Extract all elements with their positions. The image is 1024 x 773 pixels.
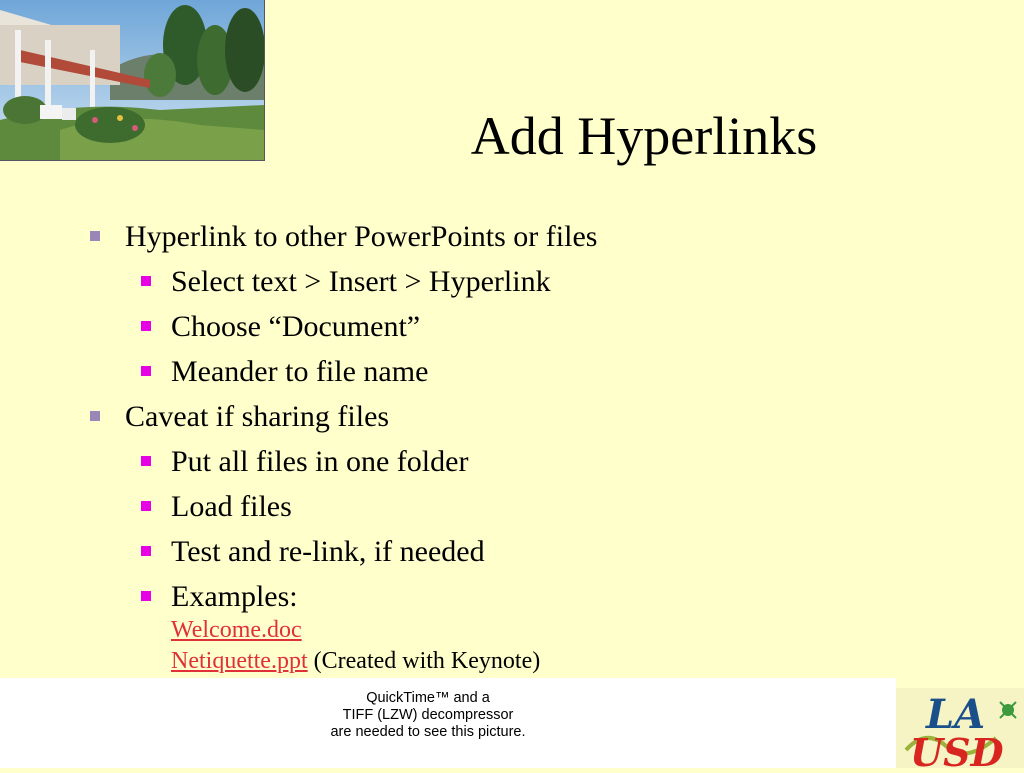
placeholder-line: are needed to see this picture. (330, 724, 526, 740)
logo-lettering: USD (910, 730, 1004, 768)
square-bullet-icon (141, 321, 151, 331)
bullet-text: Put all files in one folder (171, 445, 469, 478)
lausd-logo (896, 688, 1024, 768)
bullet-text: Hyperlink to other PowerPoints or files (125, 220, 598, 253)
square-bullet-icon (141, 591, 151, 601)
logo-lettering: LA (926, 691, 986, 738)
bullet-text: Caveat if sharing files (125, 400, 390, 433)
example-line (171, 646, 540, 677)
sub-bullet-item (171, 262, 551, 302)
placeholder-line: QuickTime™ and a (366, 690, 490, 706)
netiquette-ppt-link[interactable]: Netiquette.ppt (171, 648, 308, 674)
bullet-text: Select text > Insert > Hyperlink (171, 265, 551, 298)
sub-bullet-item (171, 577, 298, 617)
square-bullet-icon (141, 501, 151, 511)
placeholder-line: TIFF (LZW) decompressor (342, 707, 514, 723)
square-bullet-icon (141, 366, 151, 376)
sub-bullet-item (171, 532, 485, 572)
lausd-logo-icon (896, 688, 1024, 768)
placeholder-message (300, 690, 556, 741)
sub-bullet-item (171, 487, 292, 527)
square-bullet-icon (141, 546, 151, 556)
welcome-doc-link[interactable]: Welcome.doc (171, 617, 302, 643)
bullet-text: Meander to file name (171, 355, 429, 388)
sub-bullet-item (171, 442, 468, 482)
quicktime-placeholder (0, 678, 896, 768)
sub-bullet-item (171, 352, 428, 392)
example-line (171, 615, 302, 646)
sub-bullet-item (171, 307, 420, 347)
bullet-item (125, 397, 389, 437)
bullet-text: Test and re-link, if needed (171, 535, 485, 568)
slide-title: Add Hyperlinks (470, 106, 818, 166)
square-bullet-icon (141, 456, 151, 466)
bullet-item (125, 217, 597, 257)
bullet-text: Choose “Document” (171, 310, 421, 343)
bullet-text: Examples: (171, 580, 298, 613)
bullet-text: Load files (171, 490, 292, 523)
garden-house-photo (0, 0, 265, 161)
square-bullet-icon (90, 411, 100, 421)
square-bullet-icon (141, 276, 151, 286)
example-note: (Created with Keynote) (307, 648, 541, 674)
square-bullet-icon (90, 231, 100, 241)
